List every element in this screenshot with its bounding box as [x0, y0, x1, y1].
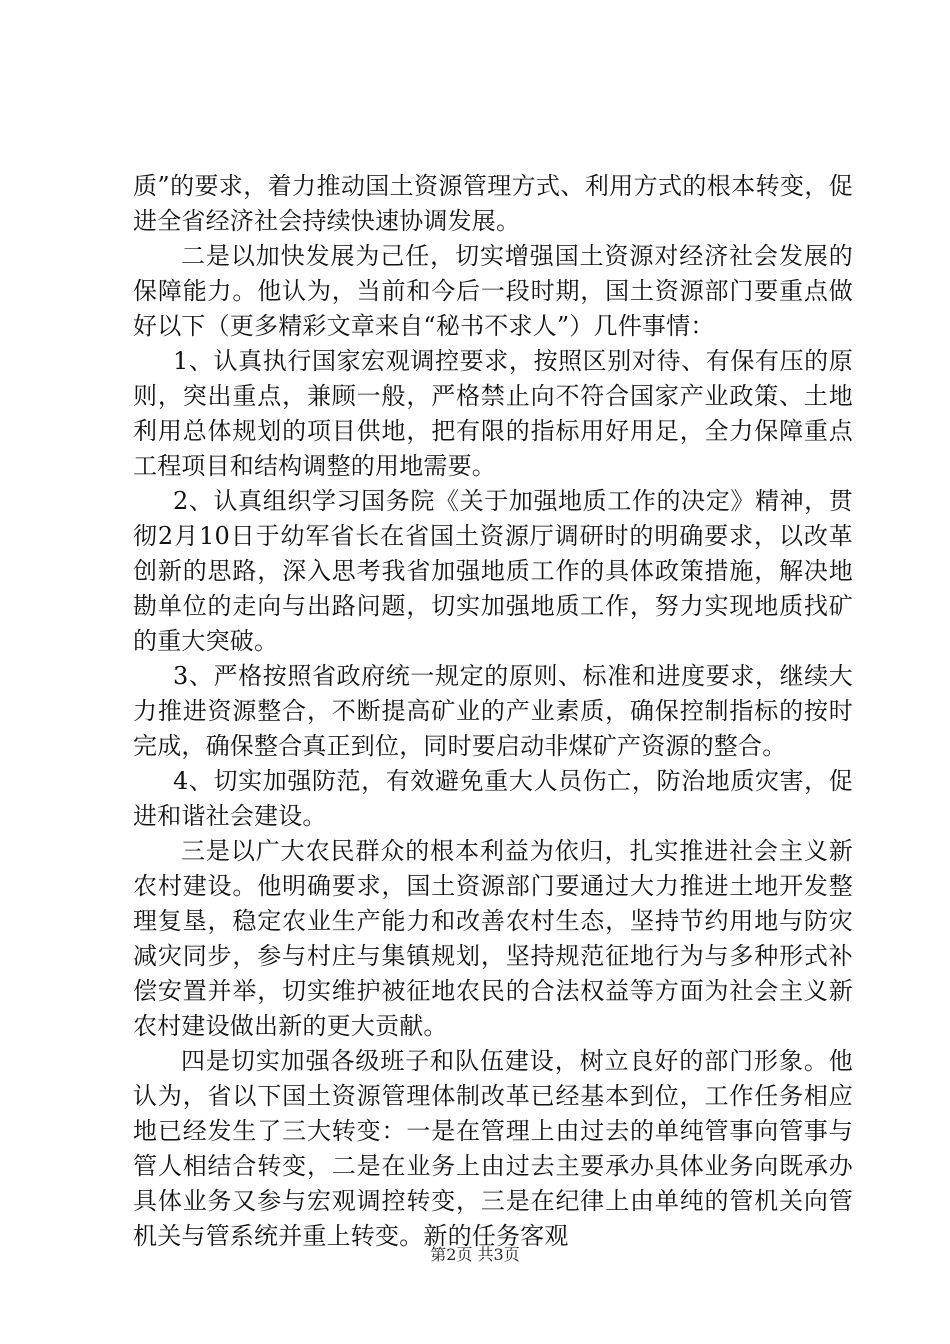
paragraph-item-3: 3、严格按照省政府统一规定的原则、标准和进度要求，继续大力推进资源整合，不断提高矿业的产业素质，确保控制指标的按时完成，确保整合真正到位，同时要启动非煤矿产资源的整合。: [133, 662, 853, 760]
paragraph-item-4: 4、切实加强防范，有效避免重大人员伤亡，防治地质灾害，促进和谐社会建设。: [133, 767, 853, 830]
paragraph-point-four: 四是切实加强各级班子和队伍建设，树立良好的部门形象。他认为，省以下国土资源管理体制改革已经基本到位，工作任务相应地已经发生了三大转变：一是在管理上由过去的单纯管事向管事与管人相结合转变，二是在业务上由过去主要承办具体业务向既承办具体业务又参与宏观调控转变，三是在纪律上由单纯的管机关向管机关与管系统并重上转变。新的任务客观: [133, 1047, 853, 1250]
paragraph-item-2: 2、认真组织学习国务院《关于加强地质工作的决定》精神，贯彻2月10日于幼军省长在省国土资源厅调研时的明确要求，以改革创新的思路，深入思考我省加强地质工作的具体政策措施，解决地勘单位的走向与出路问题，切实加强地质工作，努力实现地质找矿的重大突破。: [133, 487, 853, 655]
page-footer: [0, 1244, 950, 1266]
paragraph-continuation: 质”的要求，着力推动国土资源管理方式、利用方式的根本转变，促进全省经济社会持续快速协调发展。: [133, 172, 853, 235]
page-number: 第2页 共3页: [430, 1245, 520, 1264]
paragraph-point-two: 二是以加快发展为己任，切实增强国土资源对经济社会发展的保障能力。他认为，当前和今后一段时期，国土资源部门要重点做好以下（更多精彩文章来自“秘书不求人”）几件事情：: [133, 242, 853, 340]
document-body: [133, 169, 853, 1254]
paragraph-item-1: 1、认真执行国家宏观调控要求，按照区别对待、有保有压的原则，突出重点，兼顾一般，严格禁止向不符合国家产业政策、土地利用总体规划的项目供地，把有限的指标用好用足，全力保障重点工程项目和结构调整的用地需要。: [133, 347, 853, 480]
paragraph-point-three: 三是以广大农民群众的根本利益为依归，扎实推进社会主义新农村建设。他明确要求，国土资源部门要通过大力推进土地开发整理复垦，稳定农业生产能力和改善农村生态，坚持节约用地与防灾减灾同步，参与村庄与集镇规划，坚持规范征地行为与多种形式补偿安置并举，切实维护被征地农民的合法权益等方面为社会主义新农村建设做出新的更大贡献。: [133, 837, 853, 1040]
